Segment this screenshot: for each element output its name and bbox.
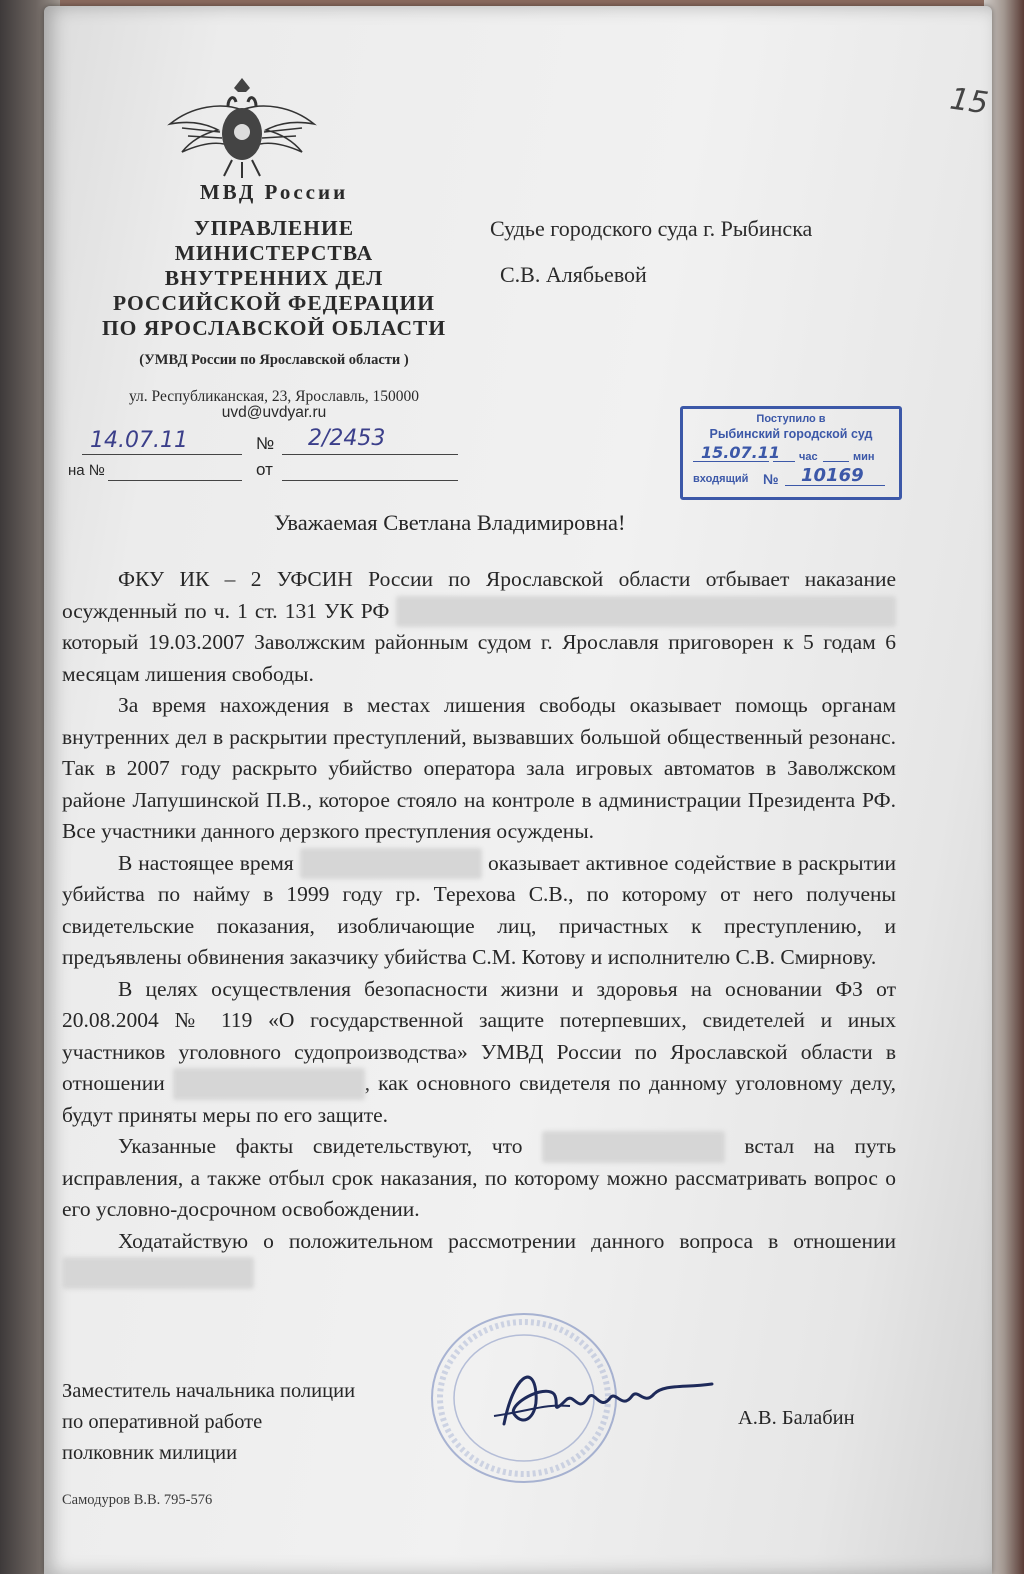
addressee [490, 206, 812, 298]
department-address: ул. Республиканская, 23, Ярославль, 150000 [128, 388, 420, 405]
registration-date: 14.07.11 [90, 428, 188, 453]
registration-no-label: № [256, 434, 275, 453]
court-receipt-stamp [680, 406, 902, 500]
signatory-position: Заместитель начальника полиции по оперативной работе полковник милиции [62, 1380, 356, 1464]
signatory-name: А.В. Балабин [738, 1407, 855, 1429]
redacted-name [542, 1131, 724, 1163]
department-name: УПРАВЛЕНИЕ МИНИСТЕРСТВА ВНУТРЕННИХ ДЕЛ РОССИЙСКОЙ ФЕДЕРАЦИИ ПО ЯРОСЛАВСКОЙ ОБЛАСТИ [101, 216, 447, 340]
eagle-emblem-icon [162, 72, 322, 182]
paragraph-5: Указанные факты свидетельствуют, что встал на путь исправления, а также отбыл срок наказания, по которому можно рассматривать вопрос о его условно-досрочном освобождении. [62, 1131, 896, 1226]
paragraph-3: В настоящее время оказывает активное содействие в раскрытии убийства по найму в 1999 году гр. Терехова С.В., по которому от него получены свидетельские показания, изобличающие лиц, причастных к преступлению, и предъявлены обвинения заказчику убийства С.М. Котову и исполнителю С.В. Смирнову. [62, 848, 896, 974]
paragraph-4: В целях осуществления безопасности жизни и здоровья на основании ФЗ от 20.08.2004 № 119 «О государственной защите потерпевших, свидетелей и иных участников уголовного судопроизводства» УМВД России по Ярославской области в отношении , как основного свидетеля по данному уголовному делу, будут приняты меры по его защите. [62, 976, 896, 1127]
department-email: uvd@uvdyar.ru [221, 404, 327, 421]
stamp-date: 15.07.11 [701, 443, 780, 462]
paragraph-6: Ходатайствую о положительном рассмотрении данного вопроса в отношении [62, 1226, 896, 1289]
folio-number: 15 [947, 81, 991, 122]
stamp-incoming-label: входящий [693, 473, 749, 485]
executor-info: Самодуров В.В. 795-576 [62, 1492, 213, 1508]
stamp-line-2: Рыбинский городской суд [709, 427, 873, 441]
addressee-line-1: Судье городского суда г. Рыбинска [490, 216, 813, 241]
handwritten-signature-icon [474, 1354, 724, 1444]
paragraph-2: За время нахождения в местах лишения свободы оказывает помощь органам внутренних дел в раскрытии преступлений, вызвавших большой общественный резонанс. Так в 2007 году раскрыто убийство оператора зала игровых автоматов в Заволжском районе Лапушинской П.В., которое стояло на контроле в администрации Президента РФ. Все участники данного дерзкого преступления осуждены. [62, 693, 896, 843]
redacted-name [173, 1068, 365, 1100]
stamp-hours-label: час [799, 451, 818, 463]
registration-block [68, 426, 458, 490]
reference-no-label: на № [68, 462, 105, 479]
paragraph-1: ФКУ ИК – 2 УФСИН России по Ярославской области отбывает наказание осужденный по ч. 1 ст. 131 УК РФ который 19.03.2007 Заволжским районным судом г. Ярославля приговорен к 5 годам 6 месяцам лишения свободы. [62, 567, 896, 686]
redacted-name [396, 596, 896, 628]
letter-body [62, 564, 896, 1289]
letter-page [44, 6, 992, 1574]
addressee-line-2: С.В. Алябьевой [500, 262, 647, 287]
stamp-minutes-label: мин [853, 451, 875, 463]
stamp-number: 10169 [801, 465, 864, 486]
ministry-title: МВД России [199, 180, 349, 204]
redacted-name [62, 1257, 254, 1289]
registration-number: 2/2453 [308, 426, 386, 451]
stamp-line-1: Поступило в [756, 413, 826, 425]
stamp-no-label: № [763, 471, 779, 487]
salutation: Уважаемая Светлана Владимировна! [274, 510, 626, 535]
reference-from-label: от [256, 460, 273, 479]
redacted-name [300, 848, 482, 880]
department-abbreviation: (УМВД России по Ярославской области ) [139, 352, 409, 368]
